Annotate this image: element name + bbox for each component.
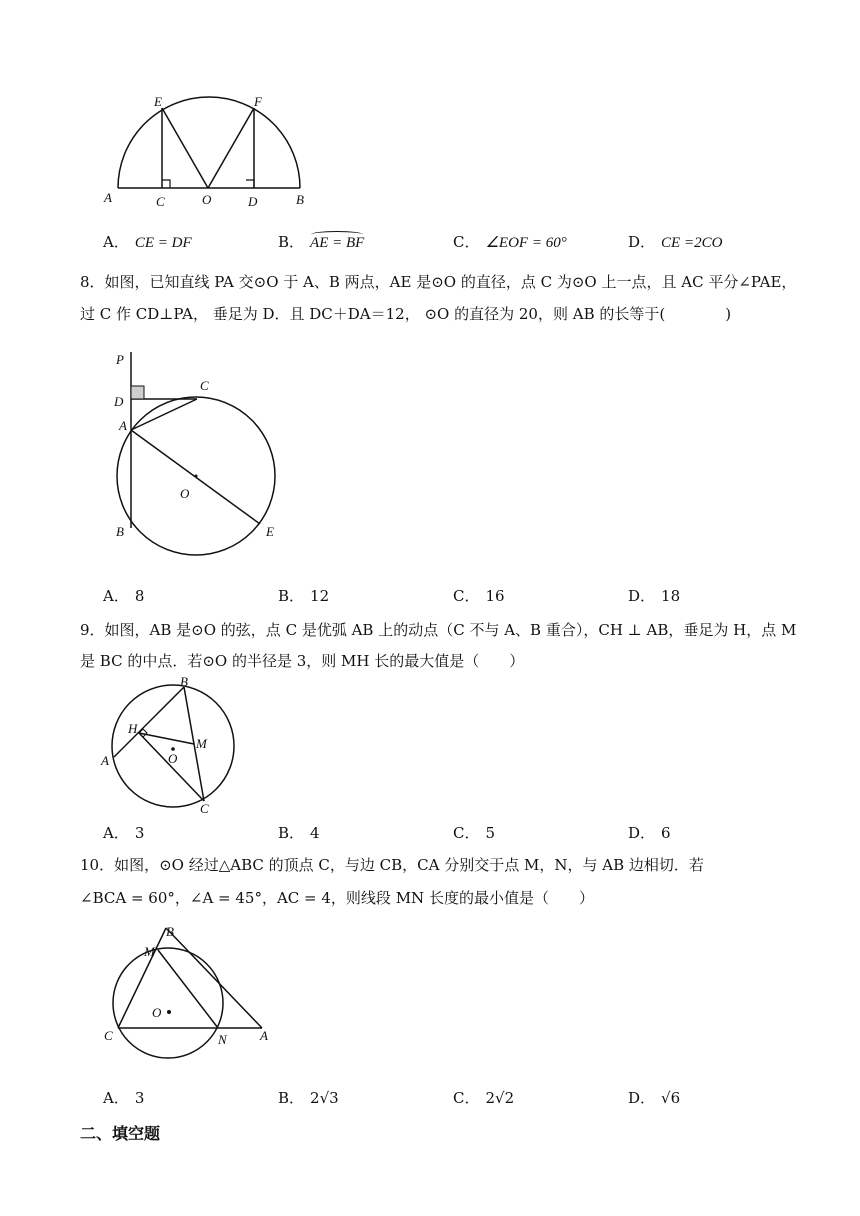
q7-right-angle-d [246, 180, 254, 188]
q7-label-b: B [296, 192, 304, 207]
q9-label-m: M [196, 736, 207, 751]
q9-figure [98, 675, 248, 820]
q9-label-a: A [101, 753, 109, 768]
q7-label-e: E [154, 94, 162, 109]
q10-label-n: N [218, 1032, 227, 1047]
q9-option-b: B． 4 [278, 824, 320, 842]
q10-label-m: M [144, 944, 155, 959]
q8-label-b: B [116, 524, 124, 539]
q8-option-d: D． 18 [628, 587, 681, 605]
q10-option-d: D． √6 [628, 1089, 681, 1107]
q7-label-c: C [156, 194, 165, 209]
q8-label-d: D [114, 394, 124, 409]
q9-stem-line1: 9．如图，AB 是⊙O 的弦，点 C 是优弧 AB 上的动点（C 不与 A、B 重合），CH ⊥ AB，垂足为 H，点 M [80, 621, 797, 639]
q9-label-b: B [180, 674, 188, 689]
q8-label-c: C [200, 378, 209, 393]
q7-segment-of [208, 108, 254, 188]
q7-semicircle-arc [118, 97, 300, 188]
q10-option-a: A． 3 [103, 1089, 145, 1107]
q8-stem-line1: 8．如图，已知直线 PA 交⊙O 于 A、B 两点，AE 是⊙O 的直径，点 C 为⊙O 上一点，且 AC 平分∠PAE， [80, 273, 797, 291]
q9-chord-ab [114, 687, 184, 757]
q7-label-o: O [202, 192, 212, 207]
q8-label-p: P [116, 352, 124, 367]
q10-label-a: A [260, 1028, 268, 1043]
q8-center-dot [195, 475, 198, 478]
q8-option-c: C． 16 [453, 587, 505, 605]
q9-circle-o [112, 685, 234, 807]
q10-label-o: O [152, 1005, 162, 1020]
q7-right-angle-c [162, 180, 170, 188]
q8-option-a: A． 8 [103, 587, 145, 605]
q9-option-c: C． 5 [453, 824, 496, 842]
q10-stem-line2: ∠BCA = 60°，∠A = 45°，AC = 4，则线段 MN 长度的最小值是（ ） [80, 889, 594, 907]
q9-label-o: O [168, 751, 178, 766]
q8-label-e: E [266, 524, 274, 539]
q9-label-c: C [200, 801, 209, 816]
q10-option-c: C． 2√2 [453, 1089, 515, 1107]
q10-stem-line1: 10．如图，⊙O 经过△ABC 的顶点 C，与边 CB，CA 分别交于点 M，N，与 AB 边相切．若 [80, 856, 704, 874]
q7-option-d: D． CE =2CO [628, 233, 723, 251]
q8-stem-line2: 过 C 作 CD⊥PA， 垂足为 D．且 DC＋DA＝12， ⊙O 的直径为 20，则 AB 的长等于( ) [80, 305, 732, 323]
q7-label-a: A [104, 190, 112, 205]
q8-option-b: B． 12 [278, 587, 330, 605]
q10-figure [100, 920, 280, 1070]
q9-stem-line2: 是 BC 的中点．若⊙O 的半径是 3，则 MH 长的最大值是（ ） [80, 652, 525, 670]
q7-option-b: B． AE = BF [278, 233, 365, 251]
q8-label-o: O [180, 486, 190, 501]
q7-label-d: D [248, 194, 258, 209]
q8-right-angle-d [131, 386, 144, 399]
q9-option-a: A． 3 [103, 824, 145, 842]
section-fill-in-title: 二、填空题 [80, 1124, 161, 1143]
q7-segment-eo [162, 108, 208, 188]
q10-option-b: B． 2√3 [278, 1089, 339, 1107]
q7-option-c: C． ∠EOF = 60° [453, 233, 567, 251]
q7-label-f: F [254, 94, 262, 109]
q10-center-dot [167, 1010, 171, 1014]
q9-label-h: H [128, 721, 138, 736]
q10-label-b: B [166, 924, 174, 939]
q7-option-a: A． CE = DF [103, 233, 192, 251]
q10-label-c: C [104, 1028, 113, 1043]
q8-label-a: A [119, 418, 127, 433]
q7-figure [100, 92, 320, 212]
q8-figure [108, 350, 288, 550]
q9-option-d: D． 6 [628, 824, 671, 842]
q10-segment-mn [158, 950, 218, 1028]
